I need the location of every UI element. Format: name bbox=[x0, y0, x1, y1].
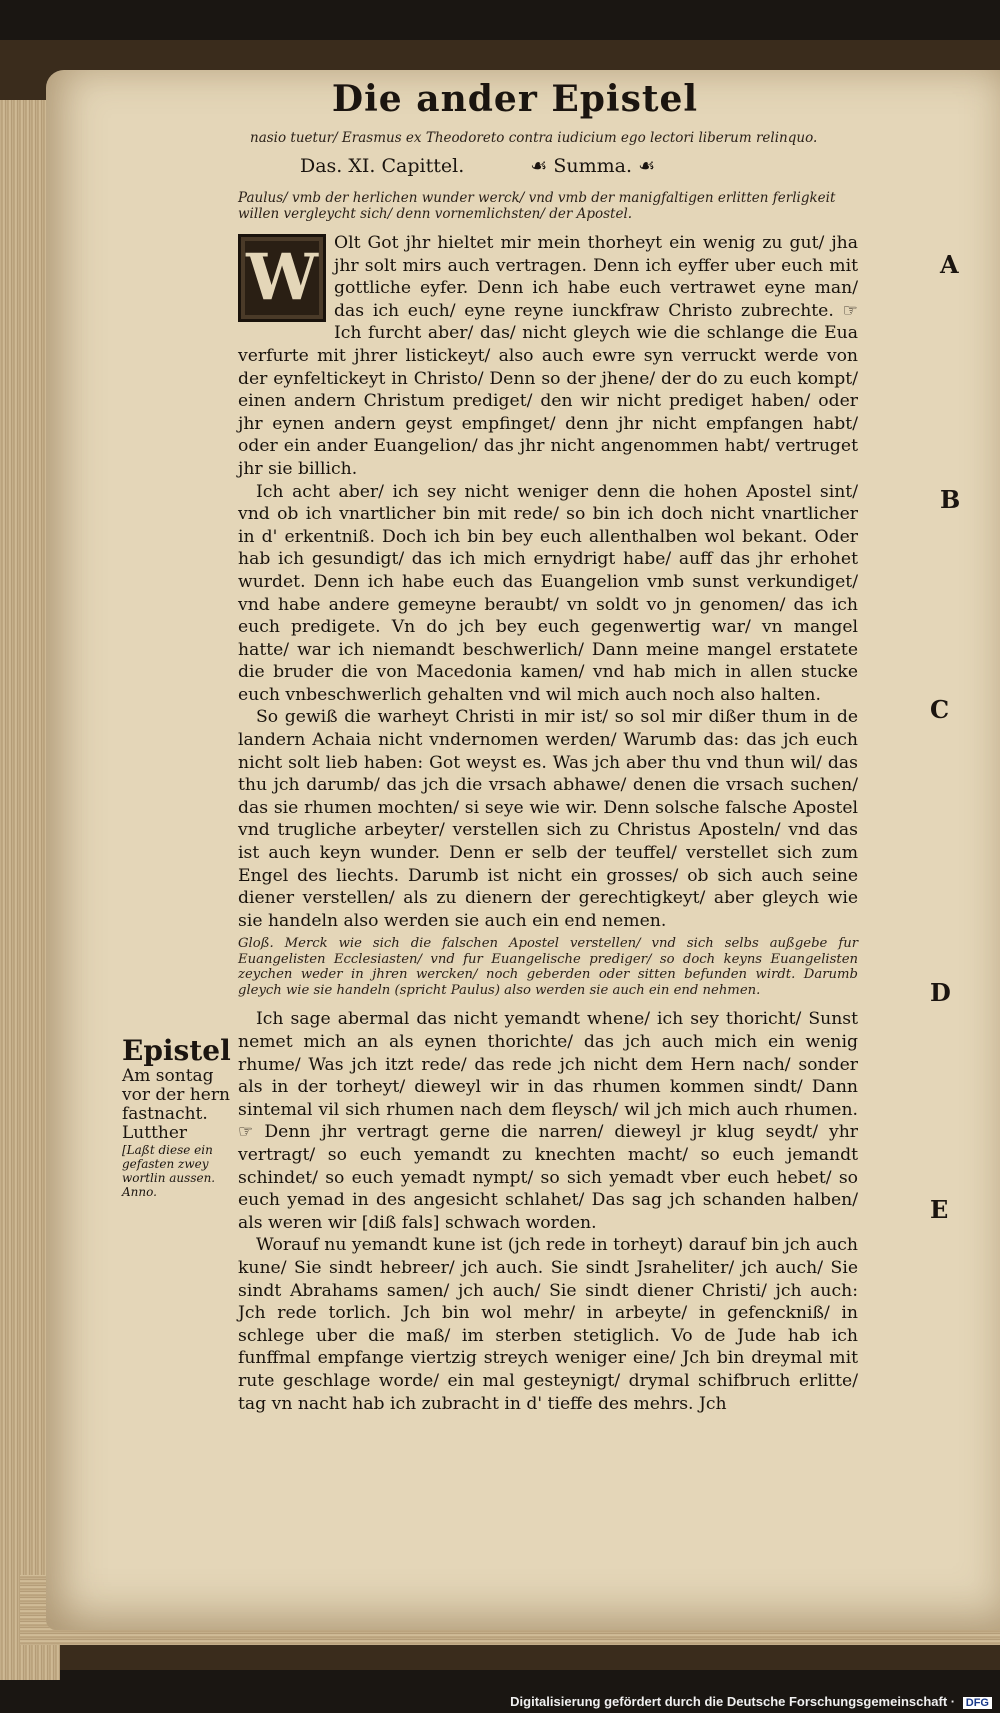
chapter-heading bbox=[300, 155, 860, 177]
paragraph-1-text: Olt Got jhr hieltet mir mein thorheyt ein wenig zu gut/ jha jhr solt mirs auch vertragen. Denn ich eyffer uber euch mit gottliche eyfer. Denn ich habe euch vertrawet eyne man/ das ich euch/ eyne reyne iunckfraw Christo zubrechte. ☞ Ich furcht aber/ das/ nicht gleych wie die schlange die Eua verfurte mit jhrer listickeyt/ also auch ewre syn verruckt werde von der eynfeltickeyt in Christo/ Denn so der jhene/ der do zu euch kompt/ einen andern Christum prediget/ den wir nicht prediget haben/ oder jhr eynen andern geyst empfinget/ denn jhr nicht empfangen habt/ oder ein ander Euangelion/ das jhr nicht angenommen habt/ vertruget jhr sie billich. bbox=[238, 233, 858, 479]
margin-letter-e: E bbox=[930, 1195, 949, 1224]
rubric-line-1: Am sontag bbox=[122, 1066, 214, 1086]
rubric-line-3: fastnacht. bbox=[122, 1104, 208, 1124]
margin-rubric bbox=[122, 1035, 232, 1199]
rubric-line-4: Lutther bbox=[122, 1123, 188, 1143]
dfg-logo-icon: DFG bbox=[963, 1697, 992, 1709]
paragraph-4: Ich sage abermal das nicht yemandt whene/ ich sey thoricht/ Sunst nemet mich an als eynen thorichte/ das jch auch mich ein wenig rhume/ Was jch itzt rede/ das rede jch nicht dem Hern nach/ sonder als in der torheyt/ dieweyl wir in das rhumen kommen sindt/ Dann sintemal vil sich rhumen nach dem fleysch/ wil jch mich auch rhumen. ☞ Denn jhr vertragt gerne die narren/ dieweyl jr klug seydt/ yhr vertragt/ so euch yemandt zu knechten macht/ so euch jemandt schindet/ so euch yemadt nympt/ so sich yemadt vber euch hebet/ so euch yemad in des angesicht schlahet/ Das sag jch schanden halben/ als weren wir [diß fals] schwach worden. bbox=[238, 1009, 858, 1233]
margin-letter-c: C bbox=[930, 695, 950, 724]
initial-letter: W bbox=[238, 234, 326, 322]
chapter-summary: Paulus/ vmb der herlichen wunder werck/ vnd vmb der manigfaltigen erlitten ferligkeit willen vergleycht sich/ denn vornemlichsten/ der Apostel. bbox=[238, 190, 836, 222]
margin-letter-d: D bbox=[930, 978, 951, 1007]
margin-letter-a: A bbox=[940, 250, 959, 279]
credit-text: Digitalisierung gefördert durch die Deutsche Forschungsgemeinschaft · bbox=[510, 1694, 956, 1709]
rubric-line-2: vor der hern bbox=[122, 1085, 230, 1105]
gloss-note: Gloß. Merck wie sich die falschen Apostel verstellen/ vnd sich selbs außgebe fur Euangelisten Ecclesiasten/ vnd fur Euangelische prediger/ so doch keyns Euangelisten zeychen weder in jhren wercken/ noch geberden oder sitten befunden wirdt. Darumb gleych wie sie handeln (spricht Paulus) also werden sie auch ein end nehmen. bbox=[238, 936, 858, 998]
summa-label: ☙ Summa. ☙ bbox=[530, 155, 656, 177]
body-text bbox=[238, 232, 858, 1415]
paragraph-5: Worauf nu yemandt kune ist (jch rede in torheyt) darauf bin jch auch kune/ Sie sindt hebreer/ jch auch. Sie sindt Jsraheliter/ jch auch/ Sie sindt Abrahams samen/ jch auch/ Sie sindt diener Christi/ jch auch: Jch rede torlich. Jch bin wol mehr/ in arbeyte/ in gefenckniß/ in schlege uber die maß/ im sterben stetiglich. Vo de Jude hab ich funffmal empfange viertzig streych weniger eine/ Jch bin dreymal mit rute geschlage worde/ ein mal gesteynigt/ drymal schifbruch erlitte/ tag vn nacht hab ich zubracht in d' tieffe des mehrs. Jch bbox=[238, 1235, 858, 1414]
paragraph-2: Ich acht aber/ ich sey nicht weniger denn die hohen Apostel sint/ vnd ob ich vnartlicher bin mit rede/ so bin ich doch nicht vnartlicher in d' erkentniß. Doch ich bin bey euch allenthalben wol bekant. Oder hab ich gesundigt/ das ich mich ernydrigt habe/ auff das jhr erhohet wurdet. Denn ich habe euch das Euangelion vmb sunst verkundiget/ vnd habe andere gemeyne beraubt/ vn soldt vo jn genomen/ das ich euch predigete. Vn do jch bey euch gegenwertig war/ vn mangel hatte/ war ich niemandt beschwerlich/ Dann meine mangel erstatete die bruder die von Macedonia kamen/ vnd hab mich in allen stucke euch vnbeschwerlich gehalten vnd wil mich auch noch also halten. bbox=[238, 481, 858, 705]
footer-bar bbox=[0, 1688, 1000, 1713]
paragraph-3: So gewiß die warheyt Christi in mir ist/ so sol mir dißer thum in de landern Achaia nicht vndernomen werden/ Warumb das: das jch euch nicht solt lieb haben: Got weyst es. Was jch aber thu vnd thun wil/ das thu jch darumb/ das jch die vrsach abhawe/ denen die vrsach suchen/ das sie rhumen mochten/ si seye wie wir. Denn solsche falsche Apostel vnd trugliche arbeyter/ verstellen sich zu Christus Aposteln/ vnd das ist auch keyn wunder. Denn er selb der teuffel/ verstellet sich zum Engel des liechts. Darumb ist nicht ein grosses/ ob sich auch seine diener verstellen/ als zu dienern der gerechtigkeyt/ aber gleych wie sie handeln also werden sie auch ein end nemen. bbox=[238, 707, 858, 931]
margin-letter-b: B bbox=[940, 485, 961, 514]
paragraph-1 bbox=[238, 232, 858, 481]
top-note: nasio tuetur/ Erasmus ex Theodoreto contra iudicium ego lectori liberum relinquo. bbox=[250, 130, 818, 146]
rubric-heading: Epistel bbox=[122, 1034, 231, 1067]
chapter-title: Das. XI. Capittel. bbox=[300, 155, 465, 177]
rubric-note: [Laßt diese ein gefasten zwey wortlin aussen. Anno. bbox=[122, 1143, 216, 1199]
running-head: Die ander Epistel bbox=[331, 78, 699, 120]
footer-credit bbox=[510, 1694, 992, 1709]
